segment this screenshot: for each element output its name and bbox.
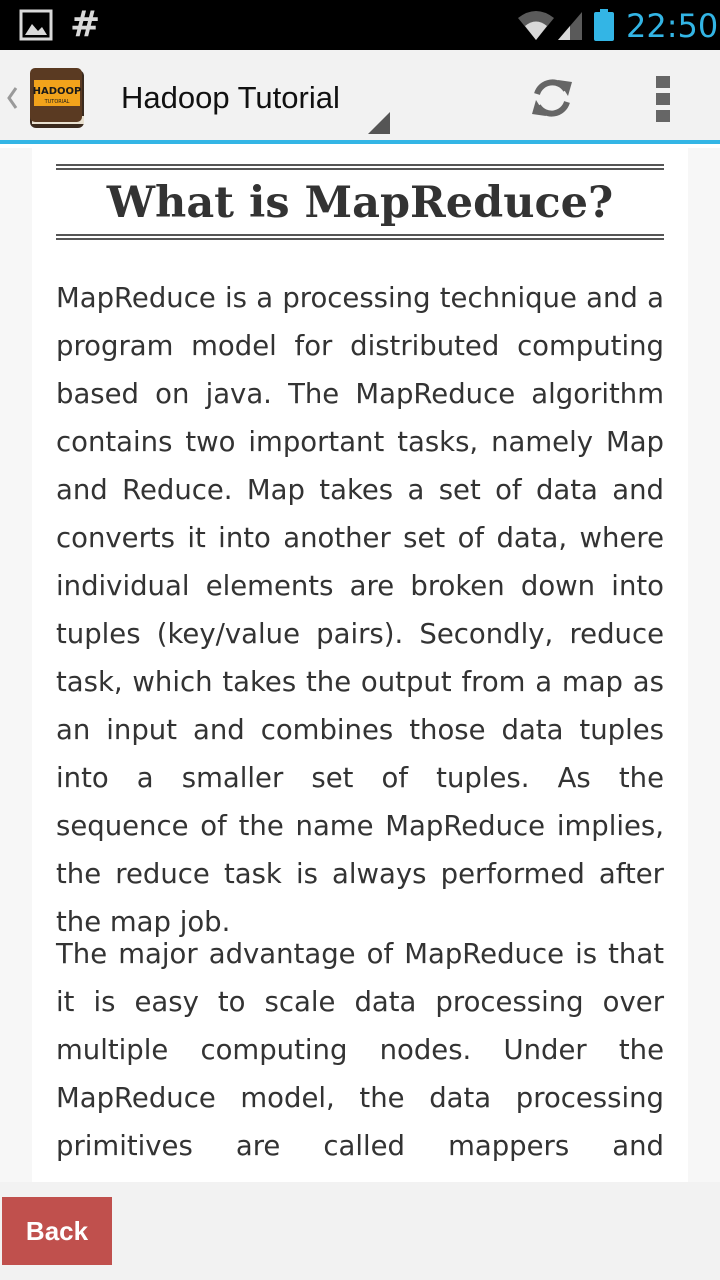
heading-rule-bottom — [56, 234, 664, 240]
logo-text-top: HADOOP — [32, 86, 82, 97]
heading-rule-top — [56, 164, 664, 170]
overflow-menu-icon[interactable] — [654, 74, 672, 124]
battery-icon — [594, 9, 614, 41]
wifi-icon — [516, 10, 556, 42]
bottom-bar — [0, 1182, 720, 1280]
article-paragraph: MapReduce is a processing technique and a program model for distributed computing based on java. The MapReduce algorithm contains two important tasks, namely Map and Reduce. Map takes a set of data and converts it into another set of data, where individual elements are broken down into tuples (key/value pairs). Secondly, reduce task, which takes the output from a map as an input and combines those data tuples into a smaller set of tuples. As the sequence of the name MapReduce implies, the reduce task is always performed after the map job. — [56, 282, 664, 938]
notification-hash: # — [70, 4, 101, 45]
clock: 22:50 — [626, 7, 719, 45]
gallery-icon — [20, 10, 52, 40]
action-bar — [0, 50, 720, 144]
article-paragraph: The major advantage of MapReduce is that it is easy to scale data processing over multiple computing nodes. Under the MapReduce model, the data processing primitives are called mappers and — [56, 938, 664, 1162]
status-bar — [0, 0, 720, 50]
article-heading: What is MapReduce? — [106, 178, 614, 228]
refresh-icon[interactable] — [528, 74, 576, 122]
back-button[interactable]: Back — [2, 1197, 112, 1265]
up-icon[interactable] — [6, 86, 18, 110]
app-title[interactable]: Hadoop Tutorial — [121, 80, 340, 115]
signal-icon — [556, 10, 584, 42]
logo-text-bottom: TUTORIAL — [44, 99, 70, 105]
app-logo[interactable] — [26, 66, 88, 130]
article-content[interactable] — [32, 148, 688, 1182]
spinner-icon[interactable] — [366, 112, 390, 136]
